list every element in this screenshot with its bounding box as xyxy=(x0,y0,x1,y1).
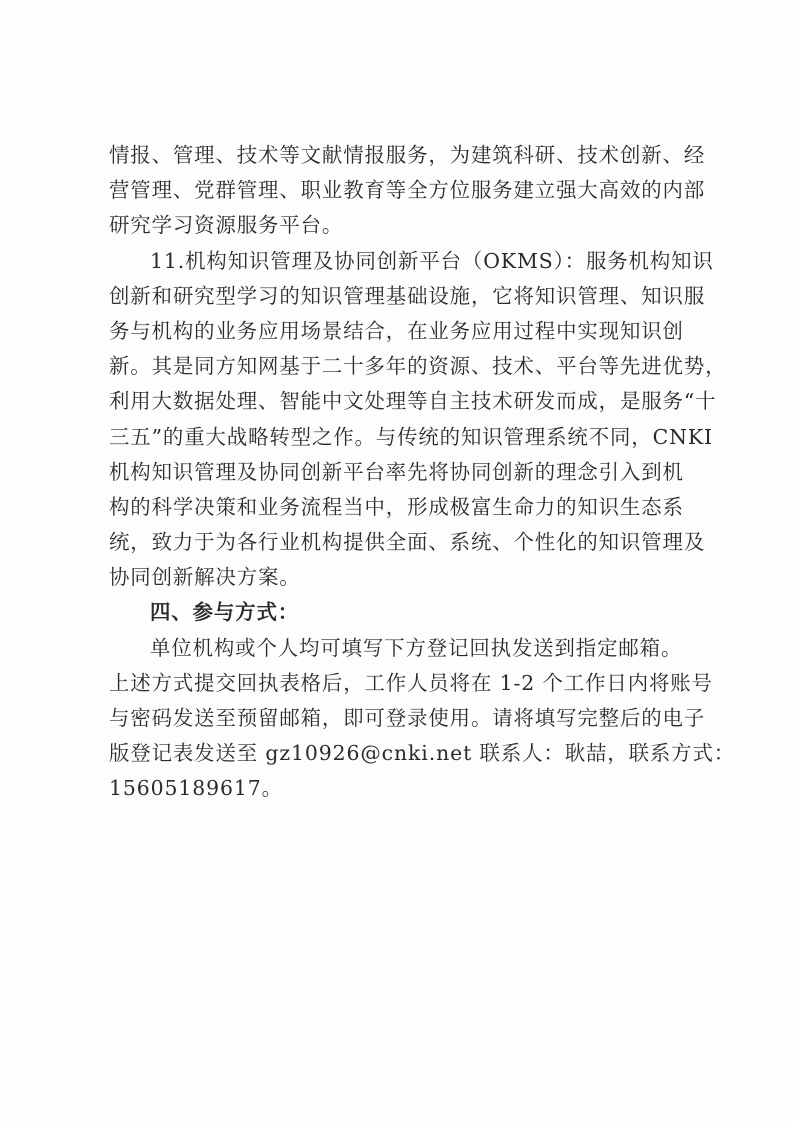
paragraph-line: 构的科学决策和业务流程当中，形成极富生命力的知识生态系 xyxy=(109,494,684,519)
paragraph-line: 11.机构知识管理及协同创新平台（OKMS）：服务机构知识 xyxy=(150,248,714,273)
paragraph-line: 创新和研究型学习的知识管理基础设施，它将知识管理、知识服 xyxy=(109,283,706,308)
paragraph-line: 利用大数据处理、智能中文处理等自主技术研发而成，是服务“十 xyxy=(109,389,717,414)
paragraph-line: 机构知识管理及协同创新平台率先将协同创新的理念引入到机 xyxy=(109,459,684,484)
paragraph-line: 上述方式提交回执表格后，工作人员将在 1-2 个工作日内将账号 xyxy=(109,670,713,695)
paragraph-line: 15605189617。 xyxy=(109,776,283,801)
paragraph-line: 三五”的重大战略转型之作。与传统的知识管理系统不同，CNKI xyxy=(109,424,713,449)
paragraph-line: 营管理、党群管理、职业教育等全方位服务建立强大高效的内部 xyxy=(109,178,706,203)
paragraph-line: 新。其是同方知网基于二十多年的资源、技术、平台等先进优势， xyxy=(109,354,727,379)
paragraph-line: 务与机构的业务应用场景结合，在业务应用过程中实现知识创 xyxy=(109,318,684,343)
document-body xyxy=(109,138,736,807)
paragraph-line: 与密码发送至预留邮箱，即可登录使用。请将填写完整后的电子 xyxy=(109,706,706,730)
paragraph-line: 情报、管理、技术等文献情报服务，为建筑科研、技术创新、经 xyxy=(109,143,706,167)
paragraph-line: 版登记表发送至 gz10926@cnki.net 联系人：耿喆，联系方式： xyxy=(109,741,736,766)
paragraph-line: 统，致力于为各行业机构提供全面、系统、个性化的知识管理及 xyxy=(109,530,706,555)
paragraph-line: 协同创新解决方案。 xyxy=(109,565,301,590)
paragraph-line: 单位机构或个人均可填写下方登记回执发送到指定邮箱。 xyxy=(150,635,683,660)
section-heading: 四、参与方式： xyxy=(150,600,300,625)
paragraph-line: 研究学习资源服务平台。 xyxy=(109,213,344,238)
